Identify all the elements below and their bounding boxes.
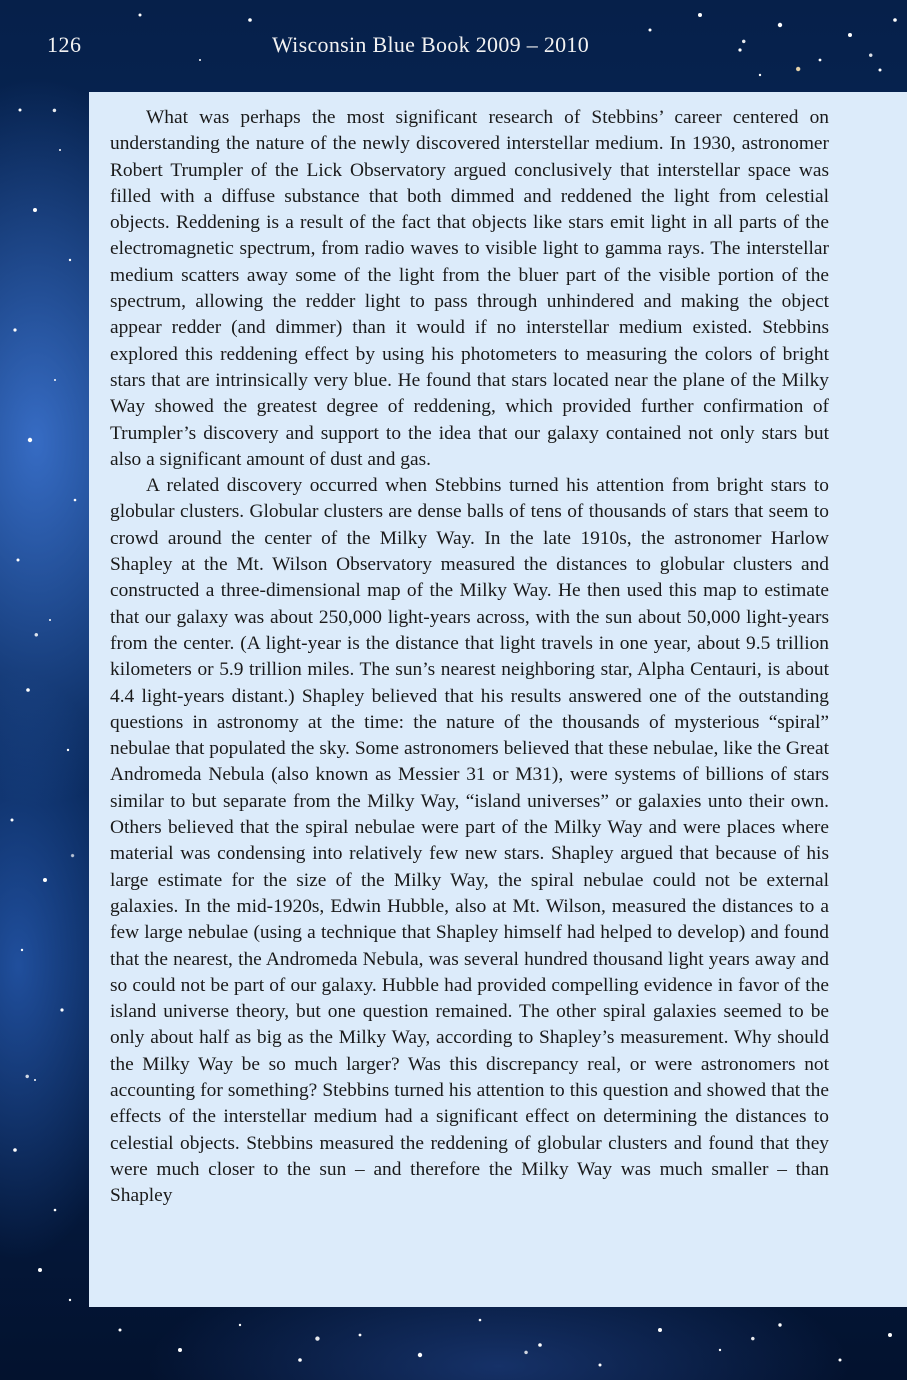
text-panel — [89, 92, 907, 1307]
page-number: 126 — [47, 32, 82, 57]
body-paragraph: A related discovery occurred when Stebbins turned his attention from bright stars to globular clusters. Globular clusters are dense balls of tens of thousands of stars that seem to crowd around the center of the Milky Way. In the late 1910s, the astronomer Harlow Shapley at the Mt. Wilson Observatory measured the distances to globular clusters and constructed a three-dimensional map of the Milky Way. He then used this map to estimate that our galaxy was about 250,000 light-years across, with the sun about 50,000 light-years from the center. (A light-year is the distance that light travels in one year, about 9.5 trillion kilometers or 5.9 trillion miles. The sun’s nearest neighboring star, Alpha Centauri, is about 4.4 light-years distant.) Shapley believed that his results answered one of the outstanding questions in astronomy at the time: the nature of the thousands of mysterious “spiral” nebulae that populated the sky. Some astronomers believed that these nebulae, like the Great Andromeda Nebula (also known as Messier 31 or M31), were systems of billions of stars similar to but separate from the Milky Way, “island universes” or galaxies unto their own. Others believed that the spiral nebulae were part of the Milky Way and were places where material was condensing into relatively few new stars. Shapley argued that because of his large estimate for the size of the Milky Way, the spiral nebulae could not be external galaxies. In the mid-1920s, Edwin Hubble, also at Mt. Wilson, measured the distances to a few large nebulae (using a technique that Shapley himself had helped to develop) and found that the nearest, the Andromeda Nebula, was several hundred thousand light years away and so could not be part of our galaxy. Hubble had provided compelling evidence in favor of the island universe theory, but one question remained. The other spiral galaxies seemed to be only about half as big as the Milky Way, according to Shapley’s measurement. Why should the Milky Way be so much larger? Was this discrepancy real, or were astronomers not accounting for something? Stebbins turned his attention to this question and showed that the effects of the interstellar medium had a significant effect on determining the distances to celestial objects. Stebbins measured the reddening of globular clusters and found that they were much closer to the sun – and therefore the Milky Way was much smaller – than Shapley — [110, 475, 829, 1207]
running-head: Wisconsin Blue Book 2009 – 2010 — [272, 32, 590, 57]
body-paragraph: What was perhaps the most significant research of Stebbins’ career centered on understanding the nature of the newly discovered interstellar medium. In 1930, astronomer Robert Trumpler of the Lick Observatory argued conclusively that interstellar space was filled with a diffuse substance that both dimmed and reddened the light from celestial objects. Reddening is a result of the fact that objects like stars emit light in all parts of the electromagnetic spectrum, from radio waves to visible light to gamma rays. The interstellar medium scatters away some of the light from the bluer part of the visible portion of the spectrum, allowing the redder light to pass through unhindered and making the object appear redder (and dimmer) than it would if no interstellar medium existed. Stebbins explored this reddening effect by using his photometers to measuring the colors of bright stars that are intrinsically very blue. He found that stars located near the plane of the Milky Way showed the greatest degree of reddening, which provided further confirmation of Trumpler’s discovery and support to the idea that our galaxy contained not only stars but also a significant amount of dust and gas. — [110, 107, 829, 470]
